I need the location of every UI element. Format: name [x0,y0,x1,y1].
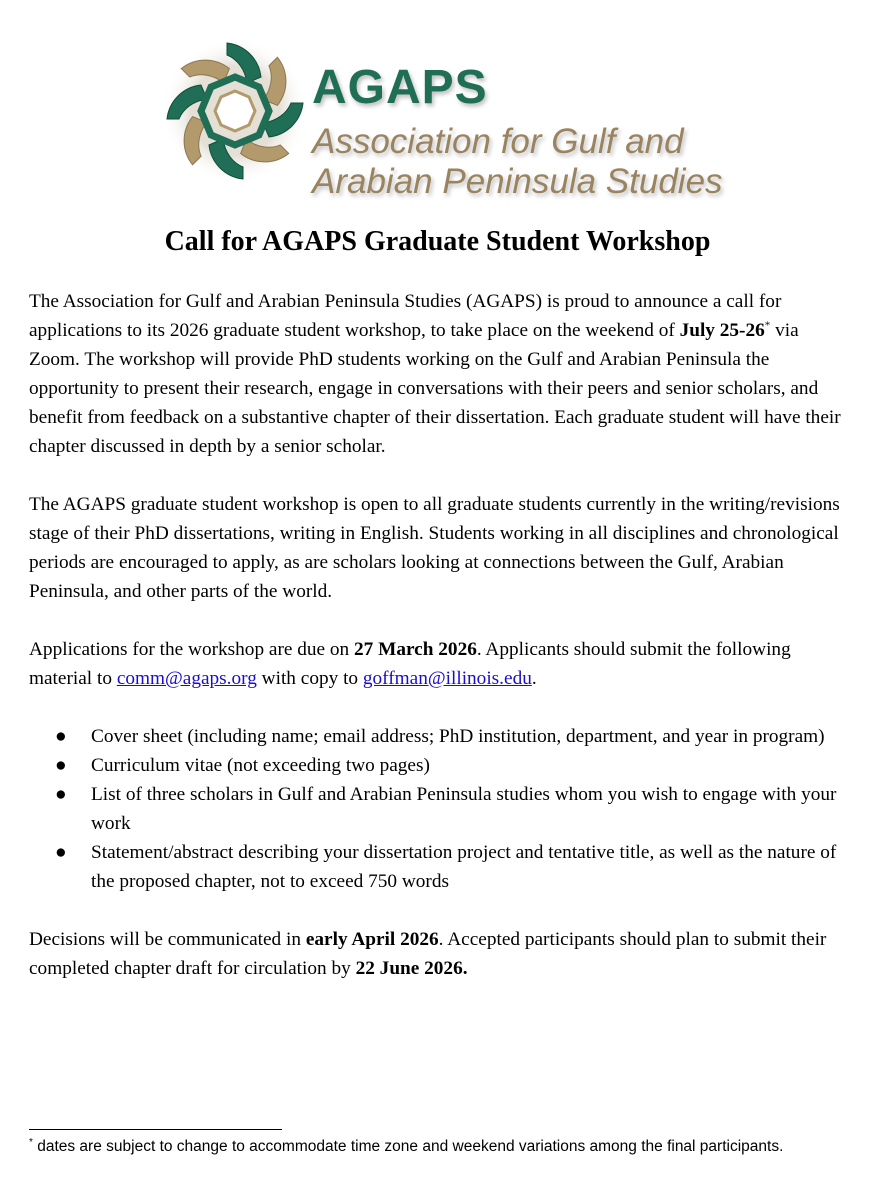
email-link-comm[interactable]: comm@agaps.org [116,668,257,689]
footnote-text: dates are subject to change to accommodate time zone and weekend variations among the final participants. [32,1138,784,1155]
workshop-dates: July 25-26 [679,320,765,341]
intro-paragraph [29,287,849,461]
bullet-icon: ● [55,842,67,863]
logo-name-line-1: Association for Gulf and [312,122,684,161]
agaps-logo [160,28,740,201]
applications-paragraph [29,635,849,693]
list-item-text: Cover sheet (including name; email address; PhD institution, department, and year in program) [91,726,825,747]
applications-text-4: . [531,668,537,689]
list-item [29,838,849,896]
applications-text-1: Applications for the workshop are due on [29,639,355,660]
list-item [29,751,849,780]
decisions-paragraph [29,925,849,983]
required-materials-list [29,722,849,896]
logo-name-line-2: Arabian Peninsula Studies [312,162,723,201]
list-item [29,780,849,838]
list-item [29,722,849,751]
footnote-divider [29,1129,282,1130]
bullet-icon: ● [55,755,67,776]
list-item-text: List of three scholars in Gulf and Arabian Peninsula studies whom you wish to engage with your work [91,784,837,834]
application-deadline: 27 March 2026 [354,639,477,660]
decision-period: early April 2026 [305,929,439,950]
footnote-reference[interactable]: * [764,319,771,332]
list-item-text: Curriculum vitae (not exceeding two pages) [91,755,430,776]
bullet-icon: ● [55,784,67,805]
footnote-mark: * [29,1136,33,1148]
list-item-text: Statement/abstract describing your dissertation project and tentative title, as well as the nature of the proposed chapter, not to exceed 750 words [91,842,837,892]
page-title: Call for AGAPS Graduate Student Workshop [164,226,711,257]
email-link-goffman[interactable]: goffman@illinois.edu [362,668,532,689]
bullet-icon: ● [55,726,67,747]
applications-text-3: with copy to [256,668,363,689]
logo-organization-name [312,122,723,202]
applications-text-2: . Applicants should submit the following material to [29,639,791,689]
geometric-star-emblem-icon [160,36,310,186]
eligibility-paragraph: The AGAPS graduate student workshop is open to all graduate students currently in the writing/revisions stage of their PhD dissertations, writing in English. Students working in all disciplines and chronological periods are encouraged to apply, as are scholars looking at connections between the Gulf, Arabian Peninsula, and other parts of the world. [29,494,840,602]
intro-text-end: via Zoom. The workshop will provide PhD students working on the Gulf and Arabian Peninsula the opportunity to present their research, engage in conversations with their peers and senior scholars, and benefit from feedback on a substantive chapter of their dissertation. Each graduate student will have their chapter discussed in depth by a senior scholar. [29,320,841,457]
draft-deadline: 22 June 2026. [355,958,468,979]
document-body [29,287,849,1012]
decisions-text-1: Decisions will be communicated in [29,929,306,950]
logo-acronym: AGAPS [312,61,488,114]
footnote [29,1136,849,1158]
decisions-text-2: . Accepted participants should plan to submit their completed chapter draft for circulation by [29,929,827,979]
intro-text-start: The Association for Gulf and Arabian Peninsula Studies (AGAPS) is proud to announce a call for applications to its 2026 graduate student workshop, to take place on the weekend of [29,291,782,341]
